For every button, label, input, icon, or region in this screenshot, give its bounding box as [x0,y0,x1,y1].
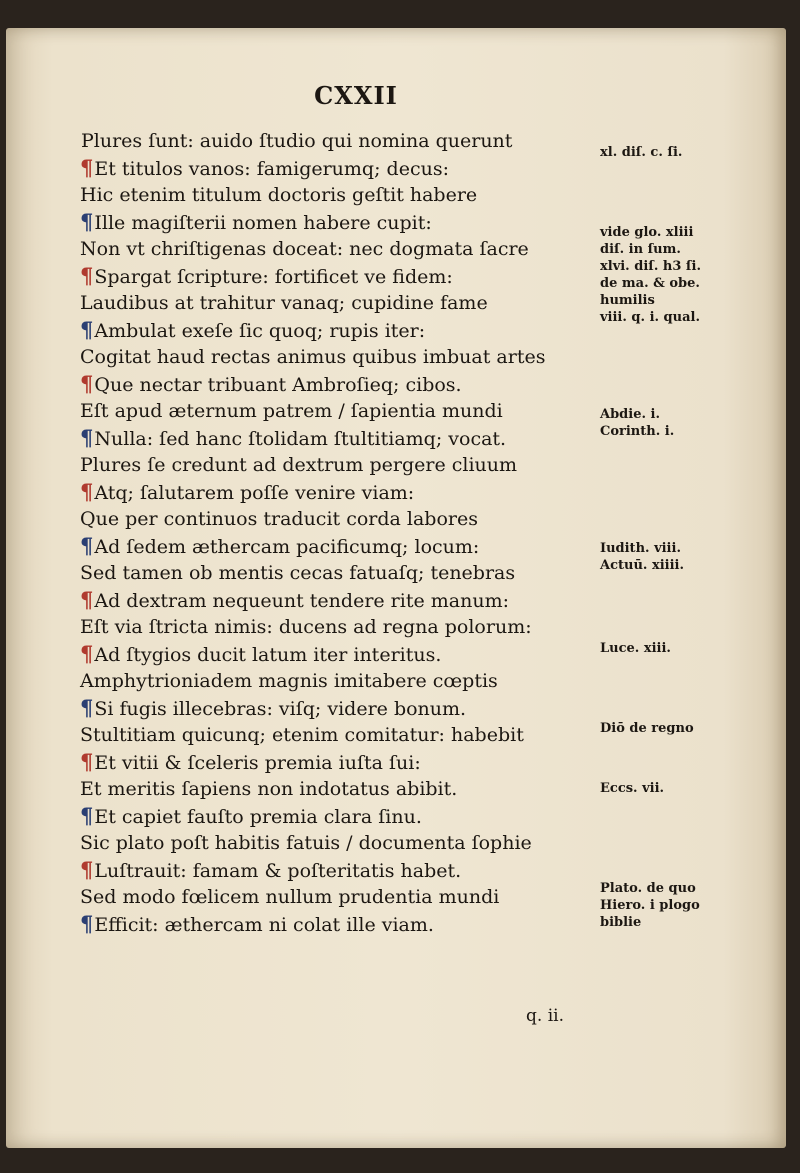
verse-line [80,722,524,748]
verse-line [80,506,478,532]
verse-line [80,236,529,262]
pilcrow-blue-icon: ¶ [80,911,94,936]
verse-line [80,452,517,478]
verse-line [80,290,488,316]
signature-mark: q. ii. [526,1006,564,1026]
verse-line [80,263,453,289]
verse-text: Et capiet fauſto premia clara ſinu. [94,806,422,828]
pilcrow-blue-icon: ¶ [80,803,94,828]
verse-text: Non vt chriſtigenas doceat: nec dogmata ſacre [80,238,529,260]
marginal-note: Luce. xiii. [600,641,671,656]
pilcrow-red-icon: ¶ [80,587,94,612]
verse-text: Ille magiſterii nomen habere cupit: [94,212,432,234]
verse-line [80,128,512,154]
marginal-note: Abdie. i. Corinth. i. [600,407,675,439]
marginal-note: Eccs. vii. [600,781,665,796]
verse-text: Ad ſtygios ducit latum iter interitus. [94,644,442,666]
marginal-note: xl. diſ. c. ſi. [600,145,683,160]
verse-line [80,857,461,883]
verse-line [80,911,434,937]
verse-line [80,641,441,667]
verse-text: Hic etenim titulum doctoris geſtit habere [80,184,478,206]
marginal-note: Plato. de quo Hiero. i plogo biblie [600,881,700,930]
pilcrow-blue-icon: ¶ [80,695,94,720]
verse-text: Sic plato poſt habitis fatuis / documenta ſophie [80,832,532,854]
verse-text: Atq; ſalutarem poſſe venire viam: [94,482,415,504]
verse-line [80,479,414,505]
verse-text: Spargat ſcripture: fortificet ve fidem: [94,266,453,288]
pilcrow-blue-icon: ¶ [80,533,94,558]
verse-text: Ambulat exeſe ſic quoq; rupis iter: [94,320,426,342]
verse-text: Et titulos vanos: famigerumq; decus: [94,158,449,180]
pilcrow-red-icon: ¶ [80,749,94,774]
marginal-note: Diō de regno [600,721,694,736]
verse-text: Eſt via ſtricta nimis: ducens ad regna polorum: [80,616,532,638]
pilcrow-red-icon: ¶ [80,479,94,504]
verse-text: Que nectar tribuant Ambroſieq; cibos. [94,374,462,396]
verse-line [80,155,449,181]
pilcrow-red-icon: ¶ [80,641,94,666]
verse-text: Ad ſedem æthercam pacificumq; locum: [94,536,480,558]
verse-line [80,695,466,721]
marginal-note: Iudith. viii. Actuū. xiiii. [600,541,684,573]
pilcrow-blue-icon: ¶ [80,317,94,342]
verse-line [80,317,425,343]
pilcrow-red-icon: ¶ [80,263,94,288]
verse-text: Plures ſe credunt ad dextrum pergere cliuum [80,454,518,476]
verse-text: Luſtrauit: famam & poſteritatis habet. [94,860,462,882]
verse-text: Amphytrioniadem magnis imitabere cœptis [80,670,498,692]
pilcrow-blue-icon: ¶ [80,425,94,450]
verse-text: Stultitiam quicunq; etenim comitatur: habebit [80,724,524,746]
verse-text: Laudibus at trahitur vanaq; cupidine fame [80,292,488,314]
verse-line [80,776,457,802]
verse-line [80,398,503,424]
verse-line [80,587,509,613]
pilcrow-red-icon: ¶ [80,371,94,396]
folio-number: CXXII [314,81,398,110]
verse-line [80,371,462,397]
verse-line [80,749,421,775]
marginal-note: vide glo. xliii diſ. in ſum. xlvi. diſ. h3 ſi. de ma. & obe. humilis viii. q. i. qual. [600,225,701,325]
book-page [6,28,786,1148]
verse-line [80,344,545,370]
verse-text: Eſt apud æternum patrem / ſapientia mundi [80,400,503,422]
pilcrow-red-icon: ¶ [80,155,94,180]
verse-text: Sed modo fœlicem nullum prudentia mundi [80,886,500,908]
verse-line [80,425,506,451]
verse-text: Plures ſunt: auido ſtudio qui nomina querunt [81,130,513,152]
verse-text: Et meritis ſapiens non indotatus abibit. [80,778,458,800]
verse-text: Sed tamen ob mentis cecas fatuaſq; tenebras [80,562,516,584]
verse-line [80,614,532,640]
verse-text: Si fugis illecebras: viſq; videre bonum. [94,698,467,720]
verse-text: Et vitii & ſceleris premia iuſta ſui: [94,752,421,774]
verse-line [80,668,498,694]
verse-text: Cogitat haud rectas animus quibus imbuat artes [80,346,546,368]
verse-line [80,182,477,208]
verse-line [80,803,422,829]
pilcrow-blue-icon: ¶ [80,209,94,234]
verse-text: Efficit: æthercam ni colat ille viam. [94,914,434,936]
verse-text: Que per continuos traducit corda labores [80,508,478,530]
verse-line [80,830,532,856]
verse-text: Ad dextram nequeunt tendere rite manum: [94,590,509,612]
verse-line [80,533,479,559]
verse-text: Nulla: ſed hanc ſtolidam ſtultitiamq; vocat. [94,428,507,450]
verse-line [80,560,515,586]
verse-line [80,209,432,235]
verse-line [80,884,499,910]
pilcrow-red-icon: ¶ [80,857,94,882]
